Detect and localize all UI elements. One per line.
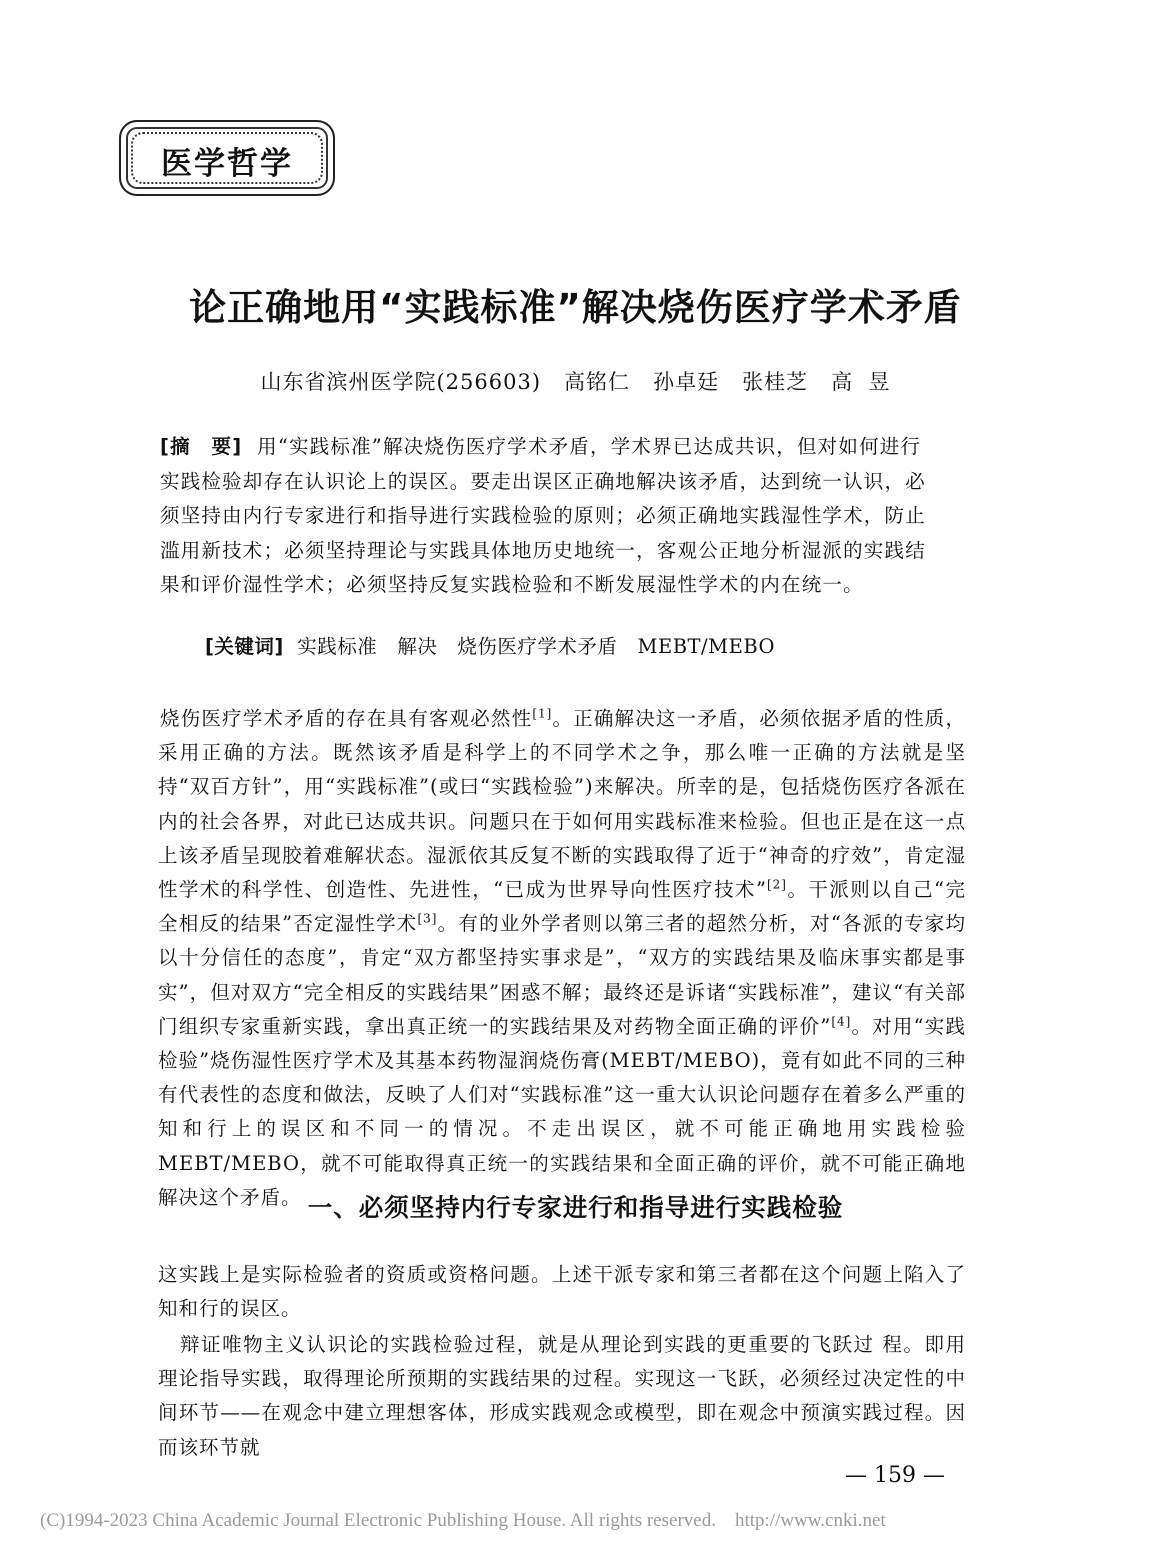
para1-text-5: 。对用“实践检验”烧伤湿性医疗学术及其基本药物湿润烧伤膏(MEBT/MEBO)，竟有如此不同的三种有代表性的态度和做法，反映了人们对“实践标准”这一重大认识论问题存在着多么严重的知和行上的误区和不同一的情况。不走出误区，就不可能正确地用实践检验 MEBT/MEBO，就不可能取得真正统一的实践结果和全面正确的评价，就不可能正确地解决这个矛盾。 bbox=[158, 1014, 966, 1209]
abstract-text: 用“实践标准”解决烧伤医疗学术矛盾，学术界已达成共识，但对如何进行实践检验却存在认识论上的误区。要走出误区正确地解决该矛盾，达到统一认识，必须坚持由内行专家进行和指导进行实践检验的原则；必须正确地实践湿性学术，防止滥用新技术；必须坚持理论与实践具体地历史地统一，客观公正地分析湿派的实践结果和评价湿性学术；必须坚持反复实践检验和不断发展湿性学术的内在统一。 bbox=[160, 435, 926, 596]
page-number: — 159 — bbox=[845, 1463, 945, 1488]
authors-line: 山东省滨州医学院(256603) 高铭仁 孙卓廷 张桂芝 高 昱 bbox=[260, 370, 891, 394]
keywords-label: [关键词] bbox=[205, 635, 284, 658]
body-paragraph-3: 辩证唯物主义认识论的实践检验过程，就是从理论到实践的更重要的飞跃过 程。即用理论指导实践，取得理论所预期的实践结果的过程。实现这一飞跃，必须经过决定性的中间环节——在观念中建立理想客体，形成实践观念或模型，即在观念中预演实践过程。因而该环节就 bbox=[158, 1333, 966, 1459]
section-heading-1: 一、必须坚持内行专家进行和指导进行实践检验 bbox=[307, 1193, 844, 1222]
body-paragraph-2: 这实践上是实际检验者的资质或资格问题。上述干派专家和第三者都在这个问题上陷入了知和行的误区。 bbox=[158, 1263, 966, 1321]
copyright-footer: (C)1994-2023 China Academic Journal Electronic Publishing House. All rights reserved. http://www.cnki.net bbox=[40, 1510, 886, 1531]
citation-3: [3] bbox=[417, 911, 438, 926]
keywords bbox=[205, 631, 945, 659]
abstract bbox=[160, 430, 940, 603]
para1-text-4: 。有的业外学者则以第三者的超然分析，对“各派的专家均以十分信任的态度”，肯定“双方都坚持实事求是”，“双方的实践结果及临床事实都是事实”，但对双方“完全相反的实践结果”困惑不解；最终还是诉诸“实践标准”，建议“有关部门组织专家重新实践，拿出真正统一的实践结果及对药物全面正确的评价” bbox=[158, 912, 966, 1038]
citation-4: [4] bbox=[831, 1014, 852, 1029]
section-badge bbox=[119, 120, 335, 196]
article-title: 论正确地用“实践标准”解决烧伤医疗学术矛盾 bbox=[189, 286, 962, 329]
para1-text-1: 烧伤医疗学术矛盾的存在具有客观必然性 bbox=[160, 707, 533, 730]
abstract-label: [摘 要] bbox=[160, 435, 243, 458]
keywords-text: 实践标准 解决 烧伤医疗学术矛盾 MEBT/MEBO bbox=[297, 635, 776, 658]
para1-text-3: 。干派则以自己“完全相反的结果”否定湿性学术 bbox=[158, 878, 966, 936]
para1-text-2: 。正确解决这一矛盾，必须依据矛盾的性质，采用正确的方法。既然该矛盾是科学上的不同学术之争，那么唯一正确的方法就是坚持“双百方针”，用“实践标准”(或曰“实践检验”)来解决。所幸的是，包括烧伤医疗各派在内的社会各界，对此已达成共识。问题只在于如何用实践标准来检验。但也正是在这一点上该矛盾呈现胶着难解状态。湿派依其反复不断的实践取得了近于“神奇的疗效”，肯定湿性学术的科学性、创造性、先进性，“已成为世界导向性医疗技术” bbox=[158, 707, 966, 902]
citation-1: [1] bbox=[532, 706, 553, 721]
section-badge-label: 医学哲学 bbox=[161, 146, 293, 182]
body-paragraph-1 bbox=[158, 702, 966, 1215]
citation-2: [2] bbox=[766, 877, 787, 892]
